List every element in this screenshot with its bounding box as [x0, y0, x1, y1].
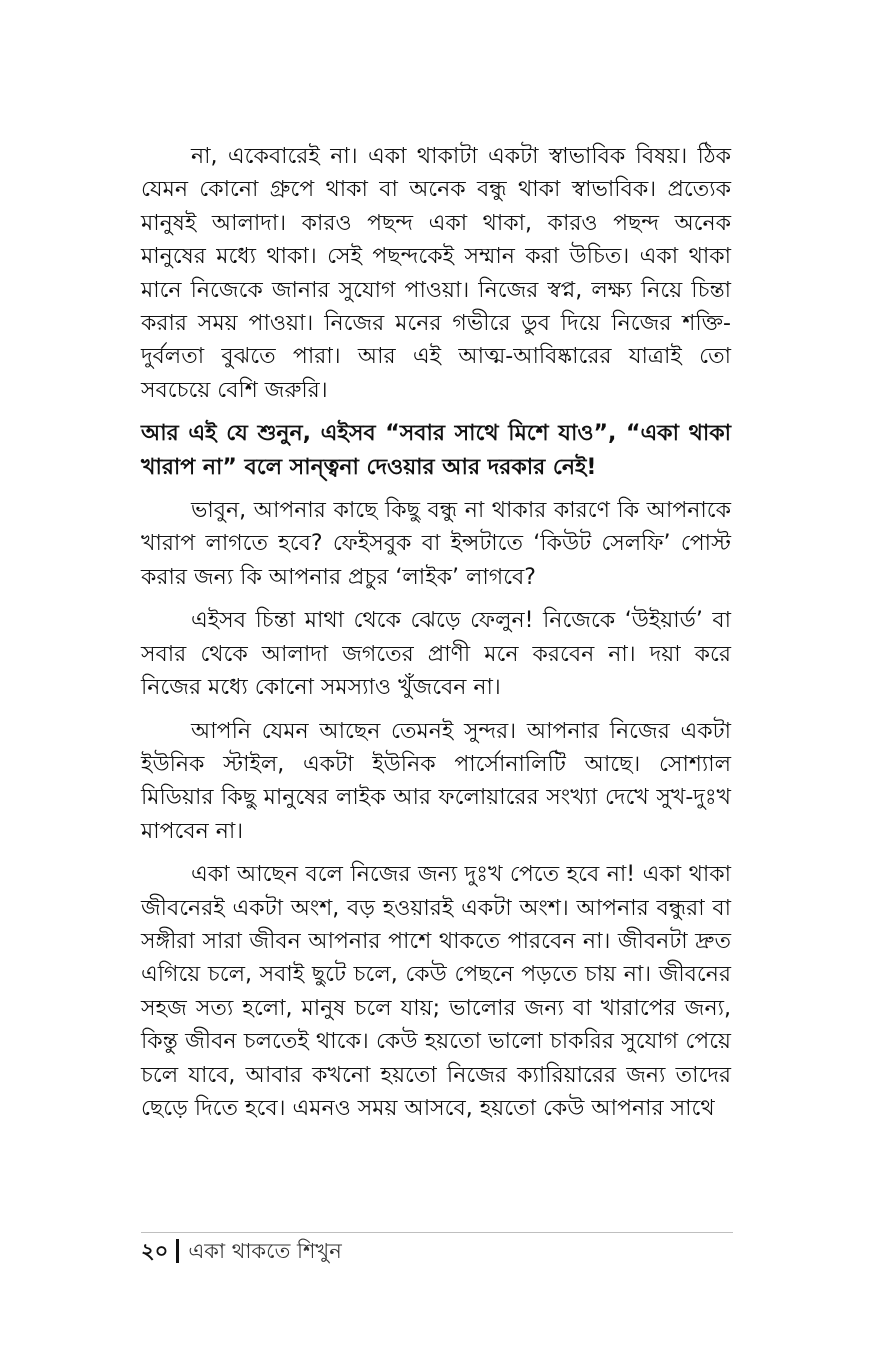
- bold-callout-paragraph: আর এই যে শুনুন, এইসব “সবার সাথে মিশে যাও”, “একা থাকা খারাপ না” বলে সান্ত্বনা দেওয়ার আর দরকার নেই!: [141, 421, 731, 480]
- footer-separator-bar: [176, 1239, 179, 1263]
- paragraph-4: এইসব চিন্তা মাথা থেকে ঝেড়ে ফেলুন! নিজেকে ‘উইয়ার্ড’ বা সবার থেকে আলাদা জগতের প্রাণী মনে করবেন না। দয়া করে নিজের মধ্যে কোনো সমস্যাও খুঁজবেন না।: [141, 608, 731, 701]
- page-number: ২০: [141, 1239, 169, 1263]
- paragraph-3: ভাবুন, আপনার কাছে কিছু বন্ধু না থাকার কারণে কি আপনাকে খারাপ লাগতে হবে? ফেইসবুক বা ইন্সটাতে ‘কিউট সেলফি’ পোস্ট করার জন্য কি আপনার প্রচুর ‘লাইক’ লাগবে?: [141, 498, 731, 590]
- page-body: [141, 140, 731, 1135]
- book-title: একা থাকতে শিখুন: [188, 1239, 342, 1263]
- page-footer: [141, 1236, 342, 1266]
- paragraph-6: একা আছেন বলে নিজের জন্য দুঃখ পেতে হবে না! একা থাকা জীবনেরই একটা অংশ, বড় হওয়ারই একটা অংশ। আপনার বন্ধুরা বা সঙ্গীরা সারা জীবন আপনার পাশে থাকতে পারবেন না। জীবনটা দ্রুত এগিয়ে চলে, সবাই ছুটে চলে, কেউ পেছনে পড়তে চায় না। জীবনের সহজ সত্য হলো, মানুষ চলে যায়; ভালোর জন্য বা খারাপের জন্য, কিন্তু জীবন চলতেই থাকে। কেউ হয়তো ভালো চাকরির সুযোগ পেয়ে চলে যাবে, আবার কখনো হয়তো নিজের ক্যারিয়ারের জন্য তাদের ছেড়ে দিতে হবে। এমনও সময় আসবে, হয়তো কেউ আপনার সাথে: [141, 862, 731, 1121]
- paragraph-5: আপনি যেমন আছেন তেমনই সুন্দর। আপনার নিজের একটা ইউনিক স্টাইল, একটা ইউনিক পার্সোনালিটি আছে। সোশ্যাল মিডিয়ার কিছু মানুষের লাইক আর ফলোয়ারের সংখ্যা দেখে সুখ-দুঃখ মাপবেন না।: [141, 718, 731, 844]
- paragraph-1: না, একেবারেই না। একা থাকাটা একটা স্বাভাবিক বিষয়। ঠিক যেমন কোনো গ্রুপে থাকা বা অনেক বন্ধু থাকা স্বাভাবিক। প্রত্যেক মানুষই আলাদা। কারও পছন্দ একা থাকা, কারও পছন্দ অনেক মানুষের মধ্যে থাকা। সেই পছন্দকেই সম্মান করা উচিত। একা থাকা মানে নিজেকে জানার সুযোগ পাওয়া। নিজের স্বপ্ন, লক্ষ্য নিয়ে চিন্তা করার সময় পাওয়া। নিজের মনের গভীরে ডুব দিয়ে নিজের শক্তি-দুর্বলতা বুঝতে পারা। আর এই আত্ম-আবিষ্কারের যাত্রাই তো সবচেয়ে বেশি জরুরি।: [141, 144, 731, 403]
- footer-divider: [141, 1232, 733, 1233]
